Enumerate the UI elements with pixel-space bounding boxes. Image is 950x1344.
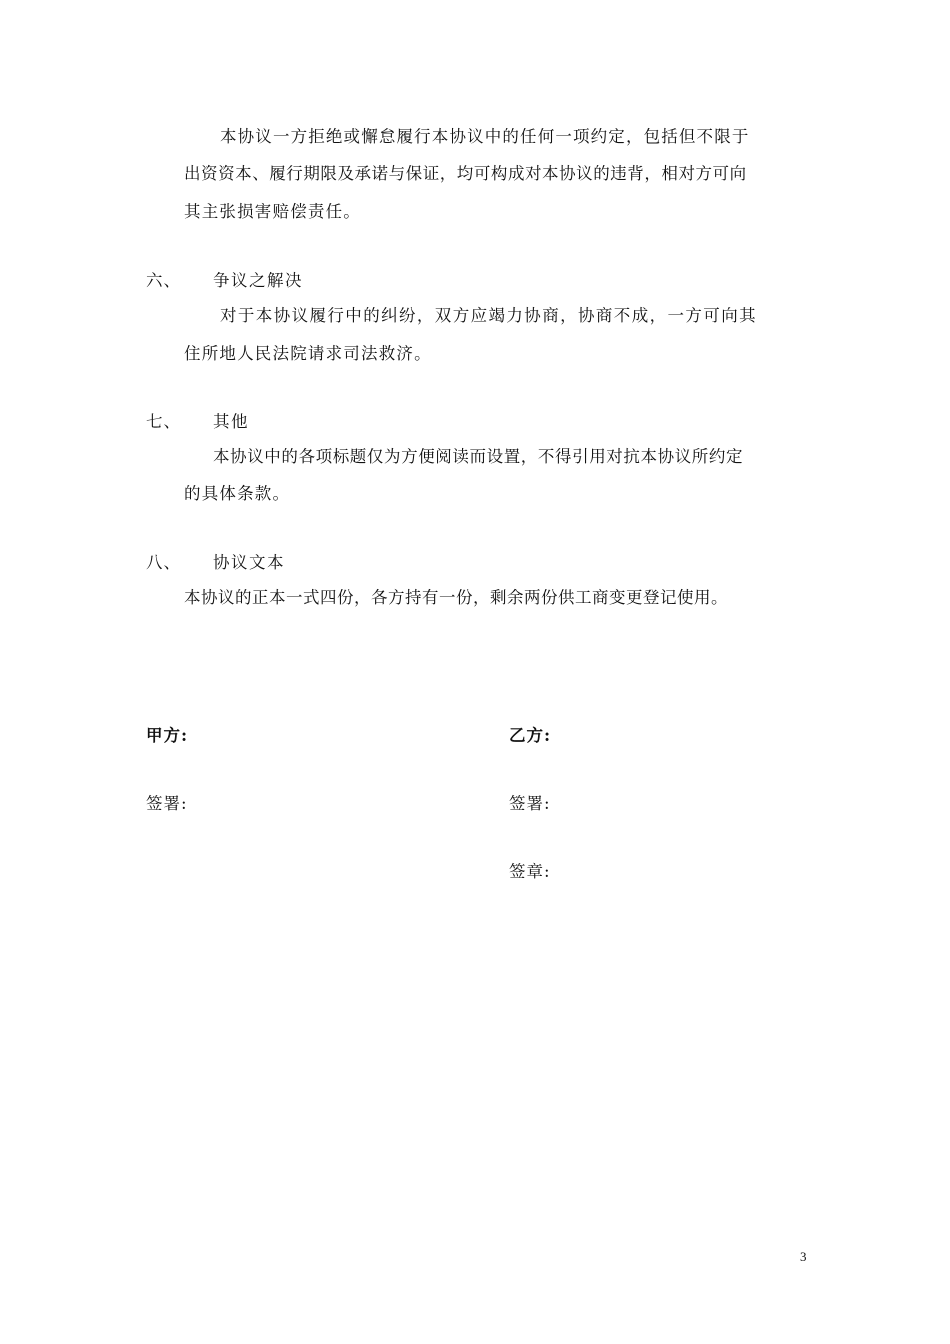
party-a-label: 甲方: bbox=[146, 726, 189, 745]
clause5-line2: 出资资本、履行期限及承诺与保证，均可构成对本协议的违背，相对方可向 bbox=[184, 164, 747, 183]
clause8-title: 协议文本 bbox=[213, 553, 285, 572]
page-number: 3 bbox=[800, 1249, 807, 1264]
clause6-title: 争议之解决 bbox=[213, 271, 303, 290]
party-b-signature-label: 签署: bbox=[509, 794, 551, 813]
clause8-line1: 本协议的正本一式四份，各方持有一份，剩余两份供工商变更登记使用。 bbox=[184, 588, 728, 607]
clause7-number: 七、 bbox=[146, 412, 181, 431]
clause7-line1: 本协议中的各项标题仅为方便阅读而设置，不得引用对抗本协议所约定 bbox=[213, 447, 744, 466]
clause8-number: 八、 bbox=[146, 553, 181, 572]
clause5-line1: 本协议一方拒绝或懈怠履行本协议中的任何一项约定，包括但不限于 bbox=[220, 127, 750, 146]
party-b-seal-label: 签章: bbox=[509, 862, 551, 881]
clause5-line3: 其主张损害赔偿责任。 bbox=[184, 202, 361, 221]
clause6-line2: 住所地人民法院请求司法救济。 bbox=[184, 344, 432, 363]
clause7-line2: 的具体条款。 bbox=[184, 484, 291, 503]
clause7-title: 其他 bbox=[213, 412, 249, 431]
party-b-label: 乙方: bbox=[509, 726, 552, 745]
clause6-number: 六、 bbox=[146, 271, 181, 290]
clause6-line1: 对于本协议履行中的纠纷，双方应竭力协商，协商不成，一方可向其 bbox=[220, 306, 757, 325]
party-a-signature-label: 签署: bbox=[146, 794, 188, 813]
